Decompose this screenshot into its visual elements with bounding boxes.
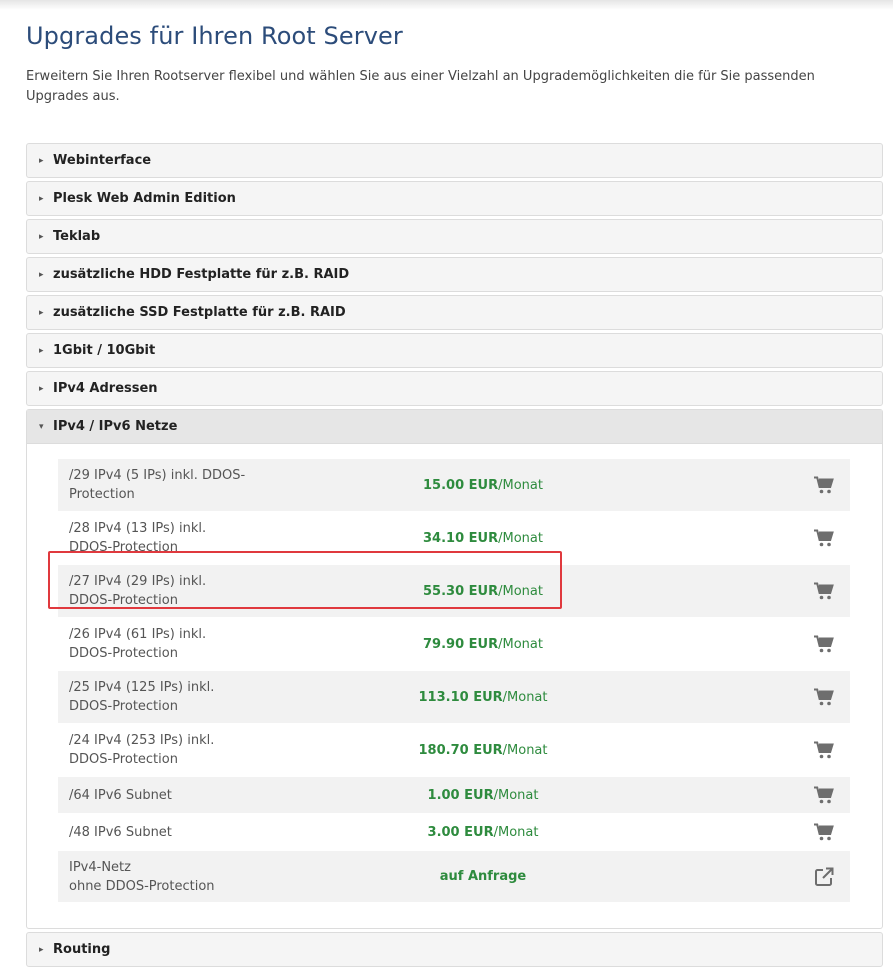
product-price: 3.00 EUR/Monat xyxy=(427,824,539,840)
accordion-item xyxy=(26,295,883,330)
product-name: /25 IPv4 (125 IPs) inkl. DDOS-Protection xyxy=(69,680,215,714)
accordion-header-label: IPv4 Adressen xyxy=(53,381,158,396)
table-row xyxy=(58,851,850,903)
caret-right-icon: ▸ xyxy=(39,155,44,166)
product-name: /27 IPv4 (29 IPs) inkl. DDOS-Protection xyxy=(69,574,207,608)
cart-icon[interactable] xyxy=(812,633,836,655)
table-row xyxy=(58,565,850,618)
caret-down-icon: ▾ xyxy=(39,421,44,432)
product-name: /64 IPv6 Subnet xyxy=(69,787,172,803)
product-name: /24 IPv4 (253 IPs) inkl. DDOS-Protection xyxy=(69,733,215,767)
accordion-header-hdd[interactable] xyxy=(27,258,882,291)
cart-icon[interactable] xyxy=(812,739,836,761)
product-name: /29 IPv4 (5 IPs) inkl. DDOS- Protection xyxy=(69,468,246,502)
cart-icon[interactable] xyxy=(812,580,836,602)
accordion-item xyxy=(26,257,883,292)
product-price: 1.00 EUR/Monat xyxy=(427,787,539,803)
accordion-header-routing[interactable] xyxy=(27,933,882,966)
caret-right-icon: ▸ xyxy=(39,944,44,955)
cart-icon[interactable] xyxy=(812,686,836,708)
accordion-header-label: Webinterface xyxy=(53,153,152,168)
accordion-item xyxy=(26,143,883,178)
product-price: auf Anfrage xyxy=(439,869,527,884)
external-link-icon[interactable] xyxy=(812,866,836,888)
accordion-item xyxy=(26,932,883,967)
table-row xyxy=(58,814,850,851)
cart-icon[interactable] xyxy=(812,784,836,806)
product-price: 79.90 EUR/Monat xyxy=(423,636,543,652)
product-name: /26 IPv4 (61 IPs) inkl. DDOS-Protection xyxy=(69,627,207,661)
accordion-header-teklab[interactable] xyxy=(27,220,882,253)
product-price: 15.00 EUR/Monat xyxy=(423,477,543,493)
cart-icon[interactable] xyxy=(812,527,836,549)
accordion-item xyxy=(26,333,883,368)
accordion-header-plesk[interactable] xyxy=(27,182,882,215)
product-name: /28 IPv4 (13 IPs) inkl. DDOS-Protection xyxy=(69,521,207,555)
caret-right-icon: ▸ xyxy=(39,193,44,204)
table-row xyxy=(58,671,850,724)
accordion-item xyxy=(26,181,883,216)
product-price: 34.10 EUR/Monat xyxy=(423,530,543,546)
product-price: 180.70 EUR/Monat xyxy=(418,742,548,758)
table-row xyxy=(58,459,850,512)
accordion-header-label: Plesk Web Admin Edition xyxy=(53,191,236,206)
accordion-header-bandwidth[interactable] xyxy=(27,334,882,367)
caret-right-icon: ▸ xyxy=(39,345,44,356)
product-name: IPv4-Netz ohne DDOS-Protection xyxy=(69,859,215,894)
accordion-header-label: IPv4 / IPv6 Netze xyxy=(53,419,178,434)
cart-icon[interactable] xyxy=(812,474,836,496)
accordion-header-label: zusätzliche HDD Festplatte für z.B. RAID xyxy=(53,267,350,282)
accordion-header-label: Routing xyxy=(53,942,111,957)
product-name: /48 IPv6 Subnet xyxy=(69,824,172,840)
accordion-item xyxy=(26,371,883,406)
accordion-header-label: 1Gbit / 10Gbit xyxy=(53,343,156,358)
accordion-item-open xyxy=(26,409,883,929)
accordion-header-webinterface[interactable] xyxy=(27,144,882,177)
table-row xyxy=(58,618,850,671)
caret-right-icon: ▸ xyxy=(39,269,44,280)
caret-right-icon: ▸ xyxy=(39,231,44,242)
accordion-header-ipv4-adressen[interactable] xyxy=(27,372,882,405)
table-row xyxy=(58,724,850,777)
accordion-item xyxy=(26,219,883,254)
top-shadow xyxy=(0,0,893,10)
product-price: 113.10 EUR/Monat xyxy=(418,689,548,705)
cart-icon[interactable] xyxy=(812,821,836,843)
page-description: Erweitern Sie Ihren Rootserver flexibel und wählen Sie aus einer Vielzahl an Upgrademöglichkeiten die für Sie passenden Upgrades aus. xyxy=(26,69,815,104)
accordion-header-ipv4-ipv6-netze[interactable] xyxy=(27,410,882,444)
caret-right-icon: ▸ xyxy=(39,307,44,318)
caret-right-icon: ▸ xyxy=(39,383,44,394)
product-price: 55.30 EUR/Monat xyxy=(423,583,543,599)
accordion-header-ssd[interactable] xyxy=(27,296,882,329)
accordion-body xyxy=(27,444,882,928)
accordion-header-label: Teklab xyxy=(53,229,101,244)
table-row xyxy=(58,777,850,814)
table-row xyxy=(58,512,850,565)
accordion-header-label: zusätzliche SSD Festplatte für z.B. RAID xyxy=(53,305,346,320)
page-title: Upgrades für Ihren Root Server xyxy=(26,22,403,50)
upgrades-accordion xyxy=(26,143,883,970)
